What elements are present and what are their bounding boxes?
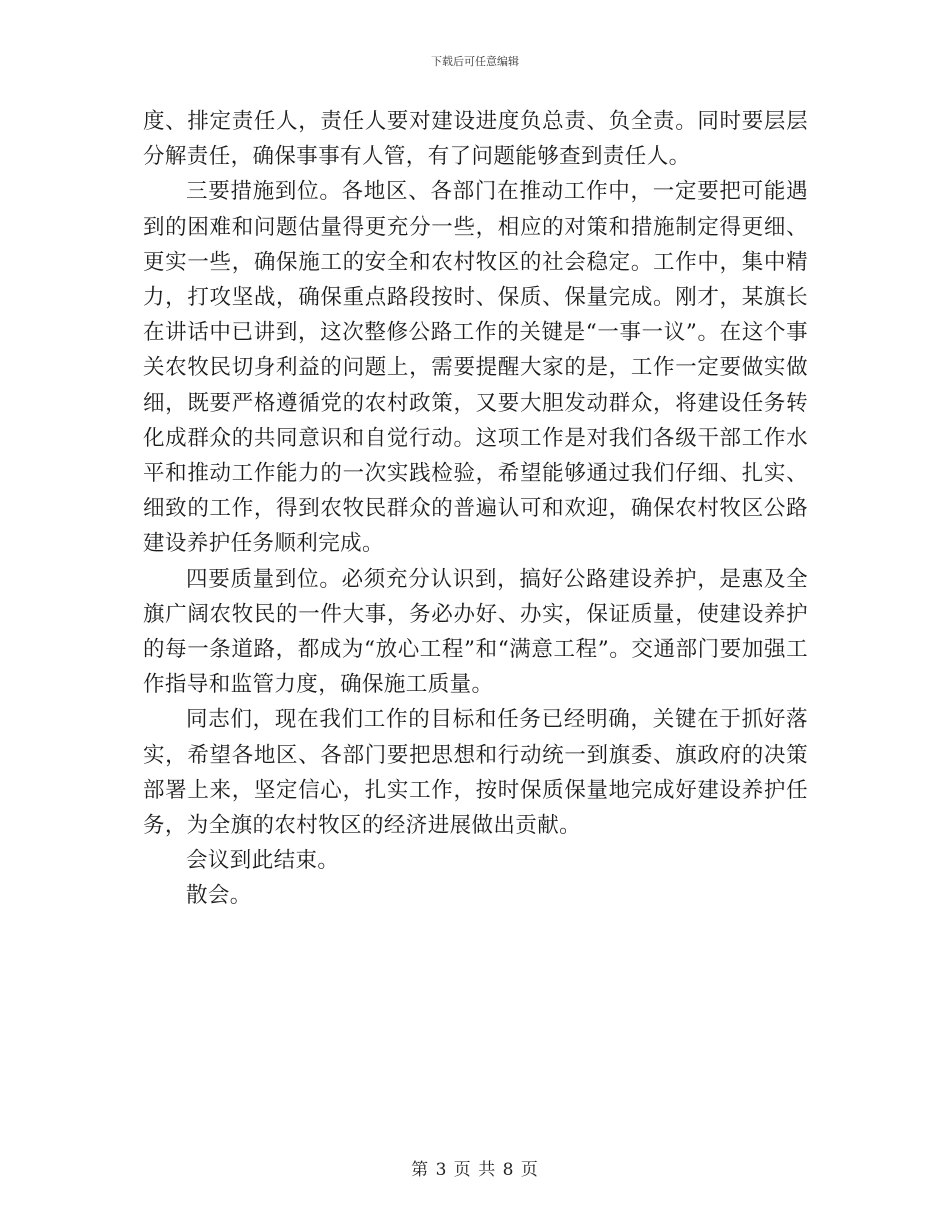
paragraph-6: 散会。 — [186, 883, 252, 909]
paragraph-5: 会议到此结束。 — [186, 848, 340, 874]
paragraph-3: 四要质量到位。必须充分认识到，搞好公路建设养护，是惠及全旗广阔农牧民的一件大事，务必办好、办实，保证质量，使建设养护的每一条道路，都成为“放心工程”和“满意工程”。交通部门要加强工作指导和监管力度，确保施工质量。 — [143, 566, 808, 698]
paragraph-1: 度、排定责任人，责任人要对建设进度负总责、负全责。同时要层层分解责任，确保事事有人管，有了问题能够查到责任人。 — [143, 109, 808, 170]
document-body — [143, 104, 808, 914]
paragraph-4: 同志们，现在我们工作的目标和任务已经明确，关键在于抓好落实，希望各地区、各部门要把思想和行动统一到旗委、旗政府的决策部署上来，坚定信心，扎实工作，按时保质保量地完成好建设养护任务，为全旗的农村牧区的经济进展做出贡献。 — [143, 707, 808, 839]
page-number-footer: 第 3 页 共 8 页 — [411, 1160, 539, 1180]
page-header: 下载后可任意编辑 — [431, 55, 519, 68]
paragraph-2: 三要措施到位。各地区、各部门在推动工作中，一定要把可能遇到的困难和问题估量得更充分一些，相应的对策和措施制定得更细、更实一些，确保施工的安全和农村牧区的社会稳定。工作中，集中精力，打攻坚战，确保重点路段按时、保质、保量完成。刚才，某旗长在讲话中已讲到，这次整修公路工作的关键是“一事一议”。在这个事关农牧民切身利益的问题上，需要提醒大家的是，工作一定要做实做细，既要严格遵循党的农村政策，又要大胆发动群众，将建设任务转化成群众的共同意识和自觉行动。这项工作是对我们各级干部工作水平和推动工作能力的一次实践检验，希望能够通过我们仔细、扎实、细致的工作，得到农牧民群众的普遍认可和欢迎，确保农村牧区公路建设养护任务顺利完成。 — [143, 179, 808, 557]
